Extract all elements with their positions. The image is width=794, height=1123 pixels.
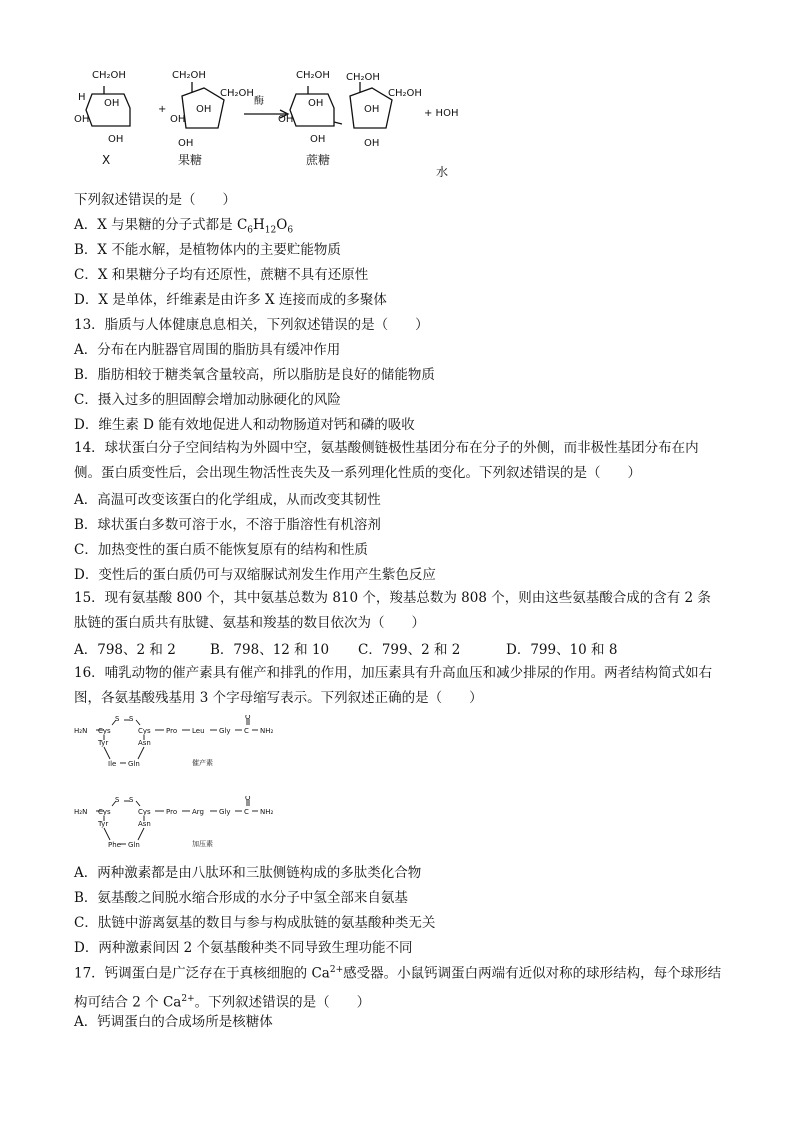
q14-option-c: C．加热变性的蛋白质不能恢复原有的结构和性质	[74, 542, 368, 558]
oxytocin-structure	[74, 715, 284, 777]
sucrose-ch2oh-3: CH₂OH	[388, 88, 422, 99]
q16-option-b: B．氨基酸之间脱水缩合形成的水分子中氢全部来自氨基	[74, 890, 408, 906]
vaso-s2: S	[129, 796, 134, 804]
oxy-var: Leu	[192, 727, 205, 735]
oxy-nh2: NH₂	[260, 727, 274, 735]
q14-stem: 14．球状蛋白分子空间结构为外圆中空，氨基酸侧链极性基团分布在分子的外侧，而非极性基团分布在内侧。蛋白质变性后，会出现生物活性丧失及一系列理化性质的变化。下列叙述错误的是（ ）	[74, 440, 699, 481]
vaso-o: O	[245, 796, 251, 802]
fructose-ch2oh: CH₂OH	[172, 70, 206, 81]
sucrose-oh-4: OH	[364, 104, 380, 115]
q12-option-c: C．X 和果糖分子均有还原性，蔗糖不具有还原性	[74, 267, 369, 283]
oxy-cys2: Cys	[138, 727, 151, 735]
oxy-h2n: H₂N	[74, 727, 88, 735]
vaso-var: Arg	[192, 808, 204, 816]
oxy-pro: Pro	[166, 727, 178, 735]
formula-o: O	[276, 217, 288, 233]
x-oh-2: OH	[74, 114, 90, 125]
q15-option-a: A．798、2 和 2	[74, 642, 176, 658]
vaso-caption: 加压素	[192, 840, 213, 848]
q17-sup2: 2+	[181, 993, 195, 1004]
vaso-s1: S	[115, 796, 120, 804]
oxy-s2: S	[129, 715, 134, 723]
oxy-ile: Ile	[108, 760, 117, 768]
vaso-gly: Gly	[219, 808, 231, 816]
oxy-gly: Gly	[219, 727, 231, 735]
enzyme-label: 酶	[254, 96, 264, 107]
fructose-oh-3: OH	[178, 138, 194, 149]
q17-sup1: 2+	[329, 965, 344, 975]
fructose-ch2oh-2: CH₂OH	[220, 88, 254, 99]
vaso-nh2: NH₂	[260, 808, 274, 816]
vaso-cys1: Cys	[98, 808, 111, 816]
sucrose-oh-2: OH	[278, 114, 294, 125]
oxy-tyr: Tyr	[98, 739, 109, 747]
label-fructose: 果糖	[178, 153, 203, 167]
q16-option-a: A．两种激素都是由八肽环和三肽侧链构成的多肽类化合物	[74, 865, 422, 881]
q14-option-d: D．变性后的蛋白质仍可与双缩脲试剂发生作用产生紫色反应	[74, 567, 436, 583]
q14-option-b: B．球状蛋白多数可溶于水，不溶于脂溶性有机溶剂	[74, 517, 381, 533]
oxy-asn: Asn	[138, 739, 151, 747]
vaso-pro: Pro	[166, 808, 178, 816]
x-oh-1: OH	[104, 98, 120, 109]
q13-option-a: A．分布在内脏器官周围的脂肪具有缓冲作用	[74, 342, 341, 358]
q14-option-a: A．高温可改变该蛋白的化学组成，从而改变其韧性	[74, 492, 381, 508]
sucrose-oh-1: OH	[308, 98, 324, 109]
q12-option-d: D．X 是单体，纤维素是由许多 X 连接而成的多聚体	[74, 292, 387, 308]
q17-stem	[74, 958, 724, 1015]
plus-sign: +	[158, 104, 167, 115]
q17-stem-a: 17．钙调蛋白是广泛存在于真核细胞的 Ca	[74, 965, 330, 982]
sub-6b: 6	[287, 225, 294, 236]
vaso-c: C	[244, 808, 249, 816]
q15-option-c: C．799、2 和 2	[358, 642, 461, 658]
vasopressin-structure	[74, 796, 284, 858]
q12-stem: 下列叙述错误的是（ ）	[74, 192, 236, 208]
q13-stem: 13．脂质与人体健康息息相关，下列叙述错误的是（ ）	[74, 317, 429, 333]
fructose-oh-2: OH	[196, 104, 212, 115]
sucrose-oh-5: OH	[364, 138, 380, 149]
q12-option-a-text: A．X 与果糖的分子式都是 C	[74, 217, 248, 233]
q12-option-b: B．X 不能水解，是植物体内的主要贮能物质	[74, 242, 341, 258]
x-oh-3: OH	[108, 134, 124, 145]
q13-option-c: C．摄入过多的胆固醇会增加动脉硬化的风险	[74, 392, 341, 408]
label-sucrose: 蔗糖	[306, 153, 331, 167]
oxy-caption: 催产素	[192, 759, 213, 767]
q16-option-c: C．肽链中游离氨基的数目与参与构成肽链的氨基酸种类无关	[74, 915, 436, 931]
vaso-gln: Gln	[128, 841, 140, 849]
oxy-c: C	[244, 727, 249, 735]
oxy-cys1: Cys	[98, 727, 111, 735]
label-water: 水	[436, 165, 449, 179]
formula-h: H	[253, 217, 265, 233]
x-ch2oh: CH₂OH	[92, 70, 126, 81]
vaso-asn: Asn	[138, 820, 151, 828]
sugar-reaction-figure	[74, 66, 494, 184]
q15-option-b: B．798、12 和 10	[210, 642, 330, 658]
q16-stem: 16．哺乳动物的催产素具有催产和排乳的作用，加压素具有升高血压和减少排尿的作用。两者结构简式如右图，各氨基酸残基用 3 个字母缩写表示。下列叙述正确的是（ ）	[74, 665, 713, 706]
oxy-s1: S	[115, 715, 120, 723]
vaso-tyr: Tyr	[98, 820, 109, 828]
sucrose-ch2oh-2: CH₂OH	[346, 72, 380, 83]
q13-option-d: D．维生素 D 能有效地促进人和动物肠道对钙和磷的吸收	[74, 417, 415, 433]
q13-option-b: B．脂肪相较于糖类氧含量较高，所以脂肪是良好的储能物质	[74, 367, 435, 383]
q17-option-a: A．钙调蛋白的合成场所是核糖体	[74, 1014, 273, 1030]
vaso-h2n: H₂N	[74, 808, 88, 816]
q15-options	[74, 641, 617, 659]
label-x: X	[102, 153, 111, 167]
x-h: H	[78, 92, 86, 103]
q15-option-d: D．799、10 和 8	[506, 642, 618, 658]
q16-option-d: D．两种激素间因 2 个氨基酸种类不同导致生理功能不同	[74, 940, 413, 956]
q17-stem-b: 感受器。小鼠钙调蛋白两端有近似对称的球形结构，每个球形结构可结合 2 个 Ca	[74, 965, 722, 1010]
vaso-ile: Phe	[108, 841, 121, 849]
sucrose-ch2oh: CH₂OH	[296, 70, 330, 81]
sub-6: 6	[247, 225, 254, 236]
q17-stem-c: 。下列叙述错误的是（ ）	[194, 994, 371, 1010]
fructose-oh-1: OH	[170, 114, 186, 125]
oxy-gln: Gln	[128, 760, 140, 768]
q12-option-a	[74, 216, 293, 240]
sub-12: 12	[264, 225, 277, 236]
q15-stem: 15．现有氨基酸 800 个，其中氨基总数为 810 个，羧基总数为 808 个，则由这些氨基酸合成的含有 2 条肽链的蛋白质共有肽键、氨基和羧基的数目依次为（ ）	[74, 590, 711, 631]
sucrose-oh-3: OH	[310, 134, 326, 145]
oxy-o: O	[245, 715, 251, 721]
vaso-cys2: Cys	[138, 808, 151, 816]
water-formula: + HOH	[424, 108, 459, 119]
